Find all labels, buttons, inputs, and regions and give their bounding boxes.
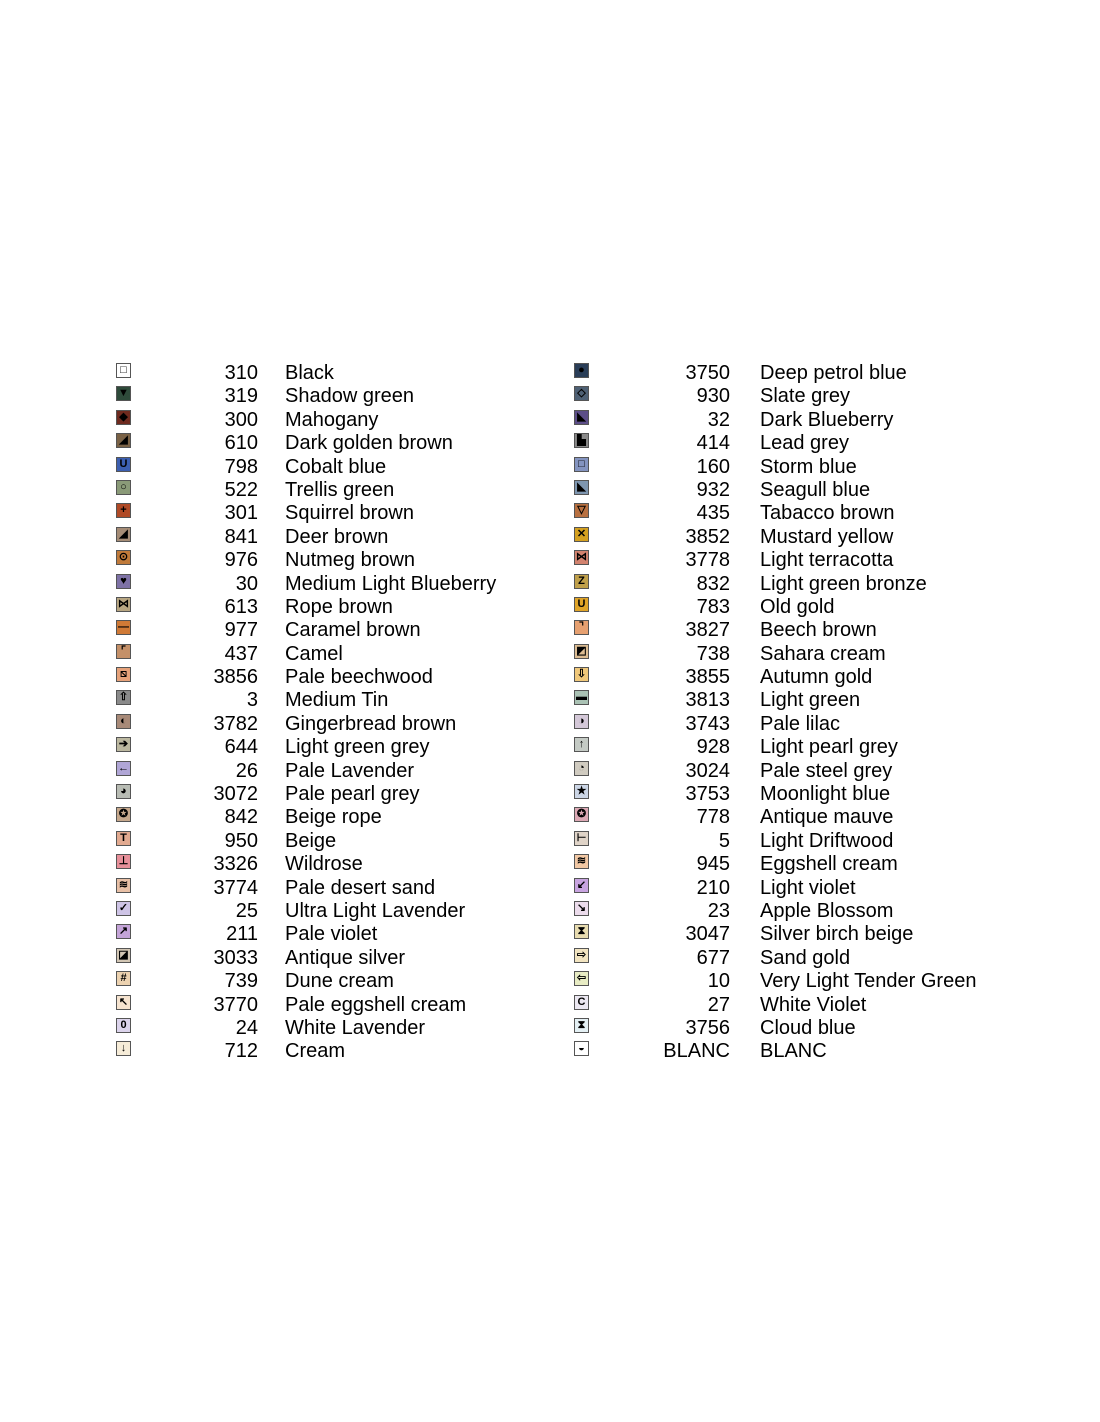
thread-color-name: Medium Tin bbox=[285, 689, 389, 712]
down-box-arrow-icon: ⇩ bbox=[574, 667, 589, 682]
left-box-arrow-icon: ⇦ bbox=[574, 971, 589, 986]
thread-code: 977 bbox=[224, 619, 258, 642]
thread-code: 739 bbox=[224, 970, 258, 993]
thread-color-name: Wildrose bbox=[285, 853, 363, 876]
thread-code: 3770 bbox=[213, 993, 258, 1016]
thread-color-name: Light green bbox=[760, 689, 861, 712]
thread-color-name: Ultra Light Lavender bbox=[285, 899, 466, 922]
thread-color-name: Light green grey bbox=[285, 736, 430, 759]
thread-code: 26 bbox=[235, 759, 258, 782]
right-box-arrow-icon: ⇨ bbox=[574, 948, 589, 963]
thread-color-name: Light pearl grey bbox=[760, 736, 898, 759]
thread-code: 3813 bbox=[685, 689, 730, 712]
star-icon: ★ bbox=[574, 784, 589, 799]
thread-color-name: Sahara cream bbox=[760, 642, 886, 665]
thread-code: 778 bbox=[696, 806, 730, 829]
thread-code: 300 bbox=[224, 408, 258, 431]
thread-code: 3047 bbox=[685, 923, 730, 946]
thread-color-name: Antique silver bbox=[285, 946, 406, 969]
l-block-icon: ▙ bbox=[574, 433, 589, 448]
thread-code: 160 bbox=[696, 455, 730, 478]
inner-square-icon: □ bbox=[574, 457, 589, 472]
hollow-down-triangle-icon: ▽ bbox=[574, 503, 589, 518]
thread-color-name: Silver birch beige bbox=[760, 923, 914, 946]
thread-color-name: Medium Light Blueberry bbox=[285, 572, 497, 595]
thread-code: 738 bbox=[696, 642, 730, 665]
thread-color-name: Sand gold bbox=[760, 946, 851, 969]
thread-color-name: Nutmeg brown bbox=[285, 549, 416, 572]
star-box-icon: ✪ bbox=[116, 807, 131, 822]
thread-code: 3 bbox=[246, 689, 258, 712]
thread-color-name: Pale eggshell cream bbox=[285, 993, 467, 1016]
thread-code: 3753 bbox=[685, 783, 730, 806]
thread-color-name: Antique mauve bbox=[760, 806, 894, 829]
hourglass-icon: ⧗ bbox=[574, 1018, 589, 1033]
thread-color-name: Pale pearl grey bbox=[285, 783, 420, 806]
thread-code: 27 bbox=[707, 993, 730, 1016]
thread-color-name: Beige rope bbox=[285, 806, 382, 829]
thread-color-name: Cobalt blue bbox=[285, 455, 387, 478]
thread-color-name: Moonlight blue bbox=[760, 783, 891, 806]
thread-color-name: Dark Blueberry bbox=[760, 408, 894, 431]
up-left-arrow-icon: ↖ bbox=[116, 995, 131, 1010]
thread-color-name: Dune cream bbox=[285, 970, 394, 993]
thread-code: 24 bbox=[235, 1016, 258, 1039]
check-icon: ✓ bbox=[116, 901, 131, 916]
thread-color-name: Old gold bbox=[760, 595, 835, 618]
thread-code: 976 bbox=[224, 549, 258, 572]
thread-color-name: Black bbox=[285, 362, 334, 384]
thread-color-name: Mahogany bbox=[285, 408, 379, 431]
thread-code: 677 bbox=[696, 946, 730, 969]
half-circle-icon: ◐ bbox=[116, 714, 131, 729]
thread-color-name: Trellis green bbox=[285, 478, 395, 501]
thread-color-name: Caramel brown bbox=[285, 619, 421, 642]
thread-color-name: Autumn gold bbox=[760, 666, 873, 689]
thread-code: 644 bbox=[224, 736, 258, 759]
up-tack-icon: ⊥ bbox=[116, 854, 131, 869]
pie-circle-icon: ◕ bbox=[116, 784, 131, 799]
bowtie-icon: ⋈ bbox=[118, 597, 129, 610]
thread-code: 414 bbox=[696, 432, 730, 455]
thread-color-name: Dark golden brown bbox=[285, 432, 453, 455]
diamond-icon: ◆ bbox=[116, 410, 131, 425]
thread-code: 3827 bbox=[685, 619, 730, 642]
z-shape-icon: Z bbox=[574, 574, 589, 589]
thread-code: 610 bbox=[224, 432, 258, 455]
pie-circle-icon: ◔ bbox=[574, 761, 589, 776]
thread-color-name: Shadow green bbox=[285, 385, 414, 408]
thread-color-name: Light terracotta bbox=[760, 549, 894, 572]
down-triangle-icon: ▼ bbox=[116, 386, 131, 401]
thread-code: 437 bbox=[224, 642, 258, 665]
thread-color-name: Light violet bbox=[760, 876, 856, 899]
diagonal-arrow-icon: ↗ bbox=[116, 924, 131, 939]
thread-code: 23 bbox=[707, 899, 730, 922]
thread-code: 3774 bbox=[213, 876, 258, 899]
thread-color-name: Pale Lavender bbox=[285, 759, 414, 782]
half-filled-circle-icon: ◒ bbox=[574, 1041, 589, 1056]
left-arrow-icon: ← bbox=[118, 761, 129, 774]
thread-code: 301 bbox=[224, 502, 258, 525]
thread-color-name: Light green bronze bbox=[760, 572, 927, 595]
thread-code: 3326 bbox=[213, 853, 258, 876]
down-arrow-icon: ↓ bbox=[116, 1041, 131, 1056]
cup-icon: U bbox=[574, 597, 589, 612]
split-square-icon: ◩ bbox=[574, 644, 589, 659]
thread-color-name: Pale lilac bbox=[760, 712, 841, 735]
thread-code: 10 bbox=[707, 970, 730, 993]
hourglass-icon: ⧗ bbox=[574, 924, 589, 939]
thread-code: 3782 bbox=[213, 712, 258, 735]
set-square-icon: ◣ bbox=[574, 480, 589, 495]
thread-color-name: Slate grey bbox=[760, 385, 851, 408]
thread-color-name: Tabacco brown bbox=[760, 502, 895, 525]
right-tack-icon: ⊢ bbox=[574, 831, 589, 846]
thread-color-name: White Violet bbox=[760, 993, 867, 1016]
filled-circle-icon: ● bbox=[574, 363, 589, 378]
star-circle-icon: ✪ bbox=[574, 807, 589, 822]
thread-color-name: Pale desert sand bbox=[285, 876, 436, 899]
diagonal-lines-icon: ≋ bbox=[116, 878, 131, 893]
c-shape-icon: C bbox=[574, 995, 589, 1010]
thread-code: 712 bbox=[224, 1040, 258, 1063]
thread-color-name: Eggshell cream bbox=[760, 853, 898, 876]
thread-code: 841 bbox=[224, 525, 258, 548]
thread-code: 842 bbox=[224, 806, 258, 829]
thread-code: 3750 bbox=[685, 362, 730, 384]
up-arrow-icon: ↑ bbox=[574, 737, 589, 752]
thread-code: 798 bbox=[224, 455, 258, 478]
hollow-square-icon: □ bbox=[116, 363, 131, 378]
u-shape-icon: U bbox=[116, 457, 131, 472]
thread-color-name: Cream bbox=[285, 1040, 346, 1063]
x-mark-icon: ✕ bbox=[574, 527, 589, 542]
bowtie-icon: ⋈ bbox=[576, 551, 587, 564]
thread-code: 832 bbox=[696, 572, 730, 595]
t-shape-icon: T bbox=[116, 831, 131, 846]
thread-code: 3743 bbox=[685, 712, 730, 735]
diagonal-lines-icon: ≋ bbox=[574, 854, 589, 869]
thread-code: 3852 bbox=[685, 525, 730, 548]
thread-code: 435 bbox=[696, 502, 730, 525]
right-arrow-icon: ➔ bbox=[116, 737, 131, 752]
thread-color-name: Gingerbread brown bbox=[285, 712, 457, 735]
thread-code: 310 bbox=[224, 362, 258, 384]
thread-code: 3855 bbox=[685, 666, 730, 689]
slash-triangle-icon: ◢ bbox=[116, 527, 131, 542]
thread-color-name: BLANC bbox=[760, 1040, 827, 1063]
corner-icon: ⌜ bbox=[116, 644, 131, 659]
thread-code: 950 bbox=[224, 829, 258, 852]
thread-color-name: Light Driftwood bbox=[760, 829, 894, 852]
thread-code: 3856 bbox=[213, 666, 258, 689]
thread-color-name: Squirrel brown bbox=[285, 502, 414, 525]
thread-code: 3778 bbox=[685, 549, 730, 572]
down-right-arrow-icon: ↘ bbox=[574, 901, 589, 916]
thread-code: 522 bbox=[224, 478, 258, 501]
thread-color-name: Mustard yellow bbox=[760, 525, 894, 548]
crossed-square-icon: ⧅ bbox=[116, 667, 131, 682]
thread-code: 32 bbox=[707, 408, 730, 431]
thread-code: 3072 bbox=[213, 783, 258, 806]
thread-code: 932 bbox=[696, 478, 730, 501]
thread-color-name: Very Light Tender Green bbox=[760, 970, 977, 993]
split-square-icon: ◪ bbox=[116, 948, 131, 963]
thread-color-name: Beige bbox=[285, 829, 337, 852]
thread-code: 3033 bbox=[213, 946, 258, 969]
thread-code: 613 bbox=[224, 595, 258, 618]
corner-icon: ⌝ bbox=[574, 620, 589, 635]
thread-color-name: Lead grey bbox=[760, 432, 849, 455]
thread-color-name: Pale steel grey bbox=[760, 759, 893, 782]
thread-color-name: Storm blue bbox=[760, 455, 857, 478]
thread-code: 3024 bbox=[685, 759, 730, 782]
thread-color-name: White Lavender bbox=[285, 1016, 426, 1039]
thread-code: 3756 bbox=[685, 1016, 730, 1039]
thread-color-name: Apple Blossom bbox=[760, 899, 894, 922]
thread-color-name: Camel bbox=[285, 642, 343, 665]
thread-color-name: Rope brown bbox=[285, 595, 393, 618]
hash-icon: # bbox=[116, 971, 131, 986]
half-circle-icon: ◑ bbox=[574, 714, 589, 729]
bar-icon: ▬ bbox=[576, 691, 587, 704]
dash-icon: — bbox=[118, 621, 129, 634]
thread-code: 5 bbox=[718, 829, 730, 852]
thread-code: 783 bbox=[696, 595, 730, 618]
thread-code: 319 bbox=[224, 385, 258, 408]
thread-code: 930 bbox=[696, 385, 730, 408]
heart-icon: ♥ bbox=[116, 574, 131, 589]
lower-triangle-icon: ◣ bbox=[574, 410, 589, 425]
up-arrow-icon: ⇧ bbox=[116, 690, 131, 705]
hollow-diamond-icon: ◇ bbox=[574, 386, 589, 401]
thread-code: 30 bbox=[235, 572, 258, 595]
thread-color-name: Deep petrol blue bbox=[760, 362, 907, 384]
thread-color-name: Deer brown bbox=[285, 525, 389, 548]
thread-color-name: Cloud blue bbox=[760, 1016, 856, 1039]
zero-icon: 0 bbox=[116, 1018, 131, 1033]
circle-icon: ○ bbox=[116, 480, 131, 495]
thread-code: 25 bbox=[235, 899, 258, 922]
down-left-arrow-icon: ↙ bbox=[574, 878, 589, 893]
thread-code: 210 bbox=[696, 876, 730, 899]
thread-color-name: Seagull blue bbox=[760, 478, 871, 501]
plus-icon: + bbox=[116, 503, 131, 518]
thread-code: BLANC bbox=[663, 1040, 730, 1063]
thread-color-name: Pale violet bbox=[285, 923, 378, 946]
thread-code: 928 bbox=[696, 736, 730, 759]
thread-code: 211 bbox=[226, 923, 258, 946]
thread-code: 945 bbox=[696, 853, 730, 876]
thread-color-name: Beech brown bbox=[760, 619, 877, 642]
corner-triangle-icon: ◢ bbox=[116, 433, 131, 448]
thread-color-name: Pale beechwood bbox=[285, 666, 433, 689]
target-icon: ⊙ bbox=[116, 550, 131, 565]
